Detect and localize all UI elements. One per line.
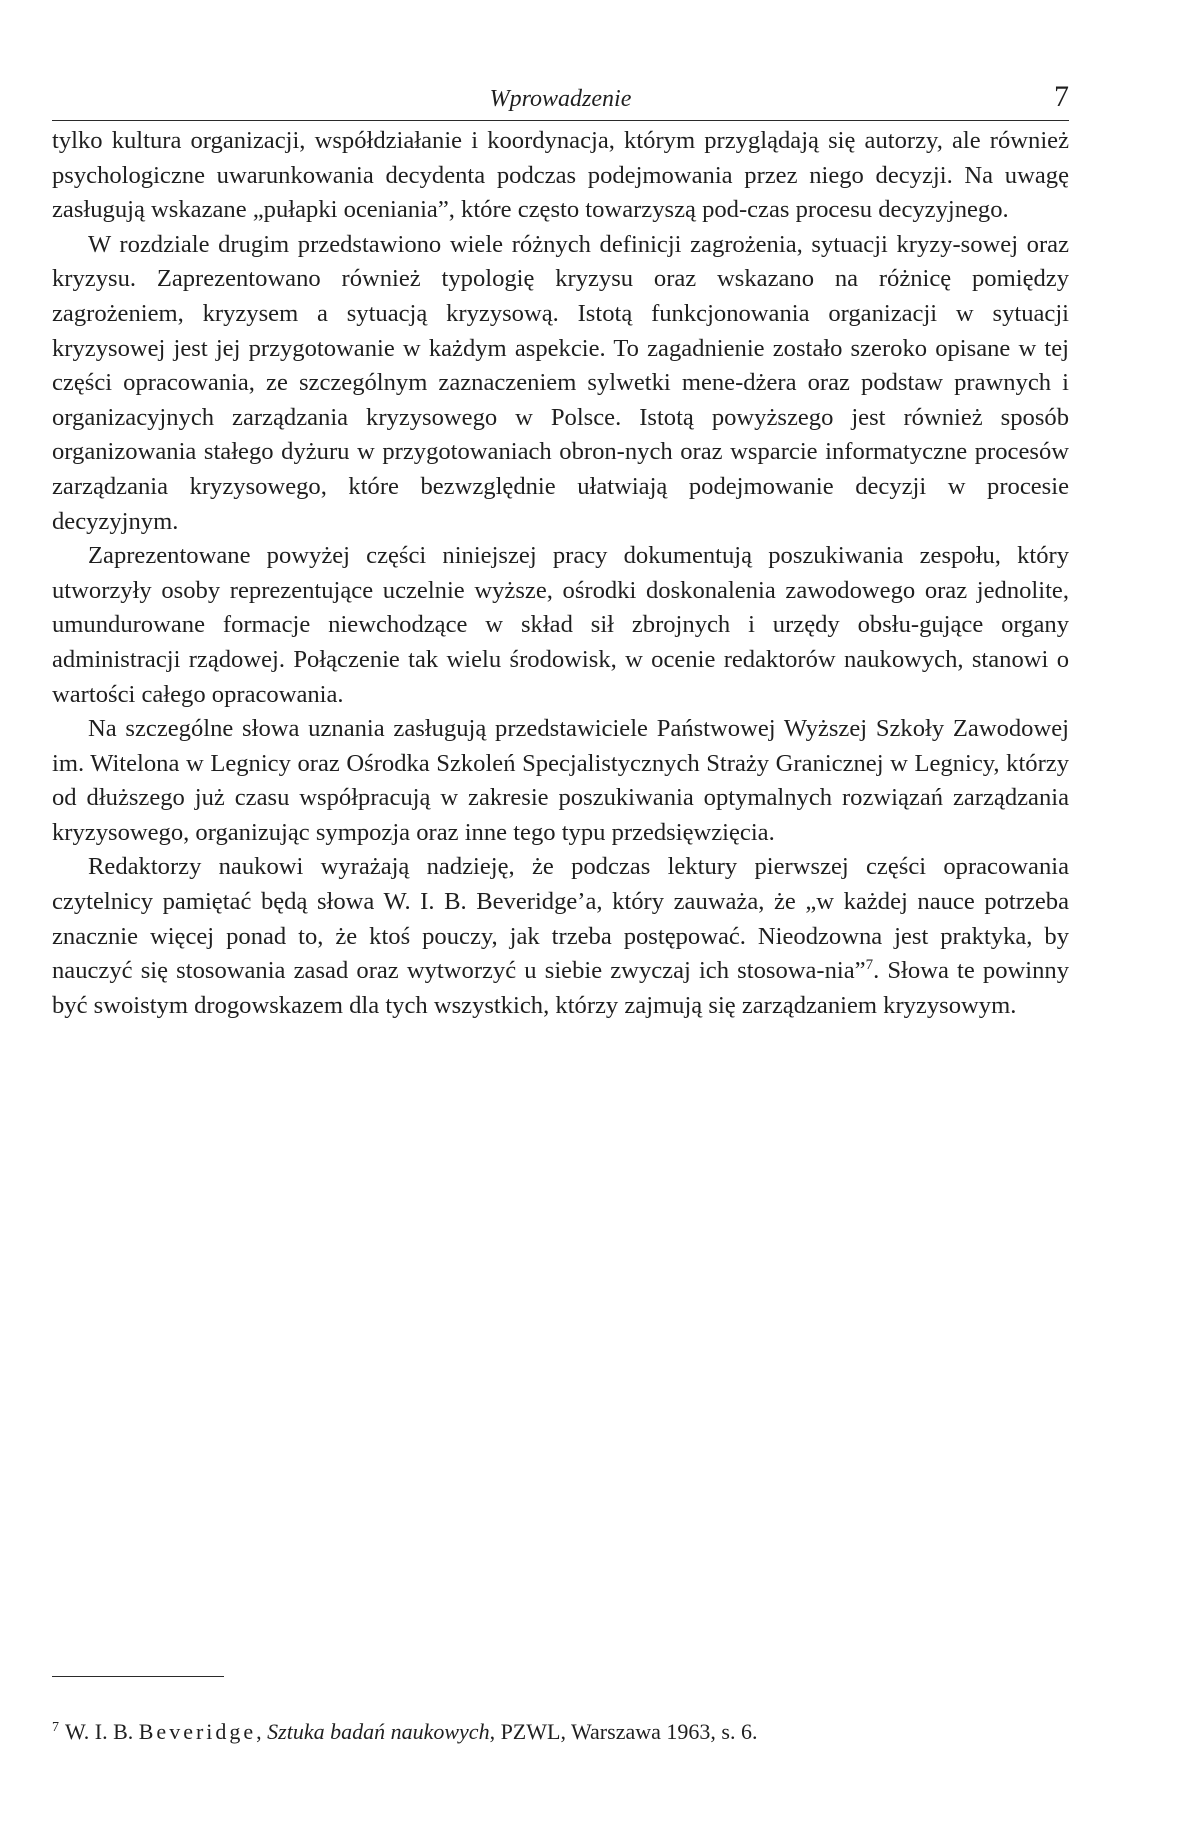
running-title: Wprowadzenie	[489, 86, 632, 112]
running-head	[52, 80, 1069, 121]
footnote-reference: 7	[865, 957, 874, 974]
footnote-publication: , PZWL, Warszawa 1963, s. 6.	[489, 1719, 758, 1744]
paragraph-5-tail: . Słowa te powinny być swoistym drogowskazem dla tych wszystkich, którzy zajmują się zarządzaniem kryzysowym.	[52, 957, 1070, 1019]
paragraph-3: Zaprezentowane powyżej części niniejszej pracy dokumentują poszukiwania zespołu, który utworzyły osoby reprezentujące uczelnie wyższe, ośrodki doskonalenia zawodowego oraz jednolite, umundurowane formacje niewchodzące w skład sił zbrojnych i urzędy obsłu-gujące organy administracji rządowej. Połączenie tak wielu środowisk, w ocenie redaktorów naukowych, stanowi o wartości całego opracowania.	[52, 542, 1069, 708]
footnote-author-initials: W. I. B.	[65, 1719, 134, 1744]
footnote-author-surname: Beveridge	[138, 1719, 257, 1744]
footnote: $^7$ W. I. B. Beveridge, Sztuka badań naukowych, PZWL, Warszawa 1963, s. 6.	[52, 1719, 758, 1744]
paragraph-5-main: Redaktorzy naukowi wyrażają nadzieję, że podczas lektury pierwszej części opracowania czytelnicy pamiętać będą słowa W. I. B. Beveridge’a, który zauważa, że „w każdej nauce potrzeba znacznie więcej ponad to, że ktoś pouczy, jak trzeba postępować. Nieodzowna jest praktyka, by nauczyć się stosowania zasad oraz wytworzyć u siebie zwyczaj ich stosowa-nia”	[52, 853, 1069, 985]
paragraph-5	[52, 850, 1069, 1023]
body-text	[52, 124, 1069, 1023]
page-number: 7	[1054, 80, 1069, 113]
paragraph-2: W rozdziale drugim przedstawiono wiele różnych definicji zagrożenia, sytuacji kryzy-sowej oraz kryzysu. Zaprezentowano również typologię kryzysu oraz wskazano na różnicę pomiędzy zagrożeniem, kryzysem a sytuacją kryzysową. Istotą funkcjonowania organizacji w sytuacji kryzysowej jest jej przygotowanie w każdym aspekcie. To zagadnienie zostało szeroko opisane w tej części opracowania, ze szczególnym zaznaczeniem sylwetki mene-dżera oraz podstaw prawnych i organizacyjnych zarządzania kryzysowego w Polsce. Istotą powyższego jest również sposób organizowania stałego dyżuru w przygotowaniach obron-nych oraz wsparcie informatyczne procesów zarządzania kryzysowego, które bezwzględnie ułatwiają podejmowanie decyzji w procesie decyzyjnym.	[52, 230, 1069, 535]
footnote-separator	[52, 1676, 224, 1677]
paragraph-1: tylko kultura organizacji, współdziałanie i koordynacja, którym przyglądają się autorzy, ale również psychologiczne uwarunkowania decydenta podczas podejmowania przez niego decyzji. Na uwagę zasługują wskazane „pułapki oceniania”, które często towarzyszą pod-czas procesu decyzyjnego.	[52, 127, 1069, 224]
footnote-title: Sztuka badań naukowych	[267, 1719, 490, 1744]
footnote-number: 7	[52, 1719, 59, 1735]
paragraph-4: Na szczególne słowa uznania zasługują przedstawiciele Państwowej Wyższej Szkoły Zawodowej im. Witelona w Legnicy oraz Ośrodka Szkoleń Specjalistycznych Straży Granicznej w Legnicy, którzy od dłuższego już czasu współpracują w zakresie poszukiwania optymalnych rozwiązań zarządzania kryzysowego, organizując sympozja oraz inne tego typu przedsięwzięcia.	[52, 715, 1069, 846]
